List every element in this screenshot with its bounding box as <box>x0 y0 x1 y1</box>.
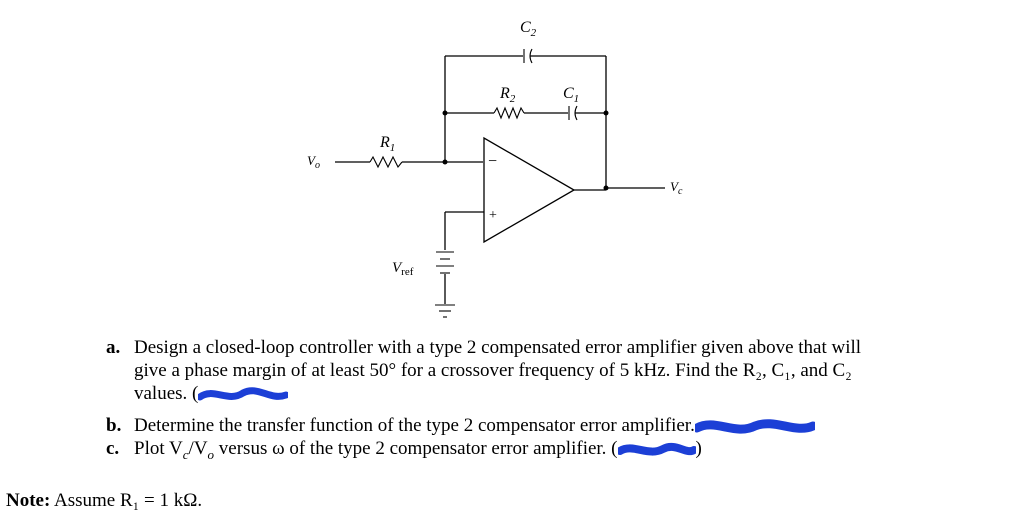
question-b-label: b. <box>106 415 122 436</box>
redaction-scribble-a <box>198 385 288 405</box>
note-text: Assume R₁ = 1 kΩ. <box>54 490 203 511</box>
c1-label: $C_1$ <box>563 85 580 105</box>
r1-label: $R_1$ <box>380 134 396 154</box>
note-label: Note: <box>6 490 51 511</box>
input-label: $V_o$ <box>307 153 320 171</box>
inverting-sign: − <box>488 153 498 170</box>
question-a-label: a. <box>106 337 121 358</box>
question-b-text: Determine the transfer function of the type 2 compensator error amplifier. <box>134 414 1014 438</box>
question-c-label: c. <box>106 438 120 459</box>
r1-resistor <box>370 157 402 167</box>
noninverting-sign: + <box>489 208 497 223</box>
assumption-note <box>6 489 202 512</box>
redaction-scribble-c <box>618 440 696 460</box>
r2-resistor <box>494 108 524 118</box>
c2-label: $C_2$ <box>520 19 537 39</box>
ground-symbol <box>435 305 455 317</box>
vref-battery <box>436 252 454 273</box>
op-amp <box>484 138 574 242</box>
r2-label: $R_2$ <box>500 85 516 105</box>
junction-node-c1-right <box>604 111 609 116</box>
question-c-text: Plot $V_c/V_o$ versus ω of the type 2 compensator error amplifier. ( ) <box>134 438 702 462</box>
redaction-scribble-b <box>695 416 815 438</box>
vref-label: $V_{ref}$ <box>392 260 414 278</box>
output-label: $V_c$ <box>670 179 683 197</box>
question-a-text: Design a closed-loop controller with a type 2 compensated error amplifier given above that will give a phase margin of at least 50° for a crossover frequency of 5 kHz. Find the R₂, C₁, and C₂ values. ( <box>134 337 862 404</box>
